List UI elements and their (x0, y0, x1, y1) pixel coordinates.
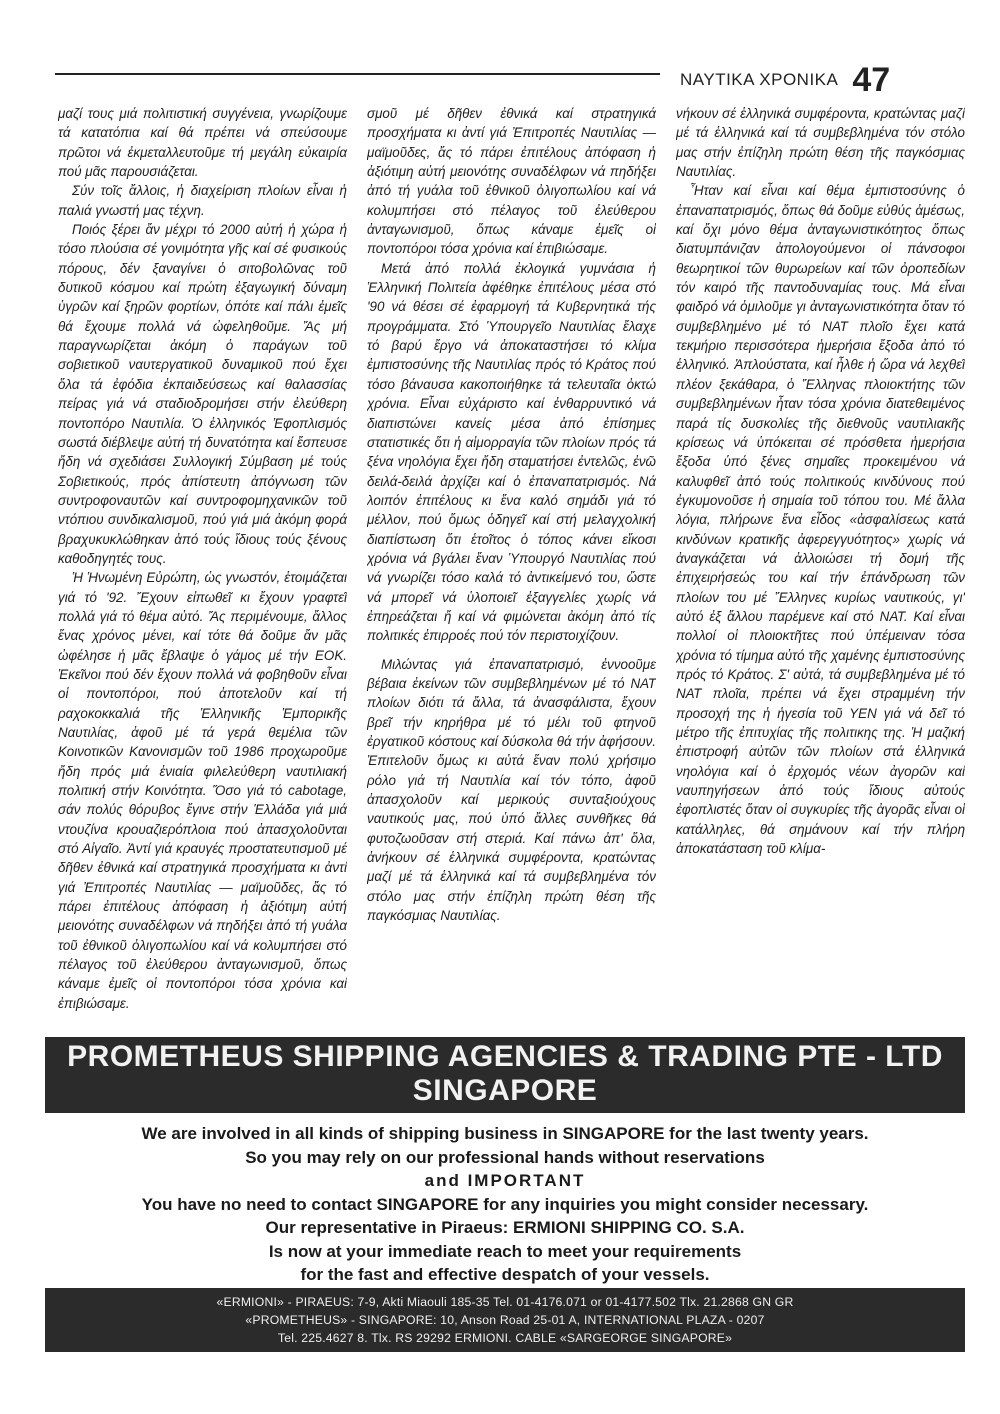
page-number: 47 (852, 61, 891, 99)
paragraph: Ποιός ξέρει ἄν μέχρι τό 2000 αὐτή ἡ χώρα ἡ τόσο πλούσια σέ γονιμότητα γῆς καί σέ φυσικούς πόρους, δέν ξαναγίνει ὁ σιτοβολῶνας τοῦ δυτικοῦ κόσμου καί πρώτη ἐξαγωγική δύναμη ὑγρῶν καί ξηρῶν φορτίων, ὁπότε καί πάλι ἐμεῖς θά ἔχουμε πολλά νά ὠφεληθοῦμε. Ἄς μή παραγνωρίζεται ἀκόμη ὁ παράγων τοῦ σοβιετικοῦ ναυτεργατικοῦ δυναμικοῦ πού ἔχει ὅλα τά ἐφόδια ἐκπαιδεύσεως καί θαλασσίας πείρας γιά νά σταδιοδρομήσει στήν ἐλεύθερη ποντοπόρο Ναυτιλία. Ὁ ἑλληνικός Ἐφοπλισμός σωστά διέβλεψε αὐτή τή δυνατότητα καί ἔσπευσε ἤδη νά σχεδιάσει Συλλογική Σύμβαση μέ τούς Σοβιετικούς, πρός ἀπίστευτη ἀπόγνωση τῶν συντροφοναυτῶν καί συντροφομηχανικῶν τοῦ ντόπιου συνδικαλισμοῦ, πού γιά μιά ἀκόμη φορά βραχυκυκλώθηκαν ἀπό τούς ἴδιους τούς ξένους καθοδηγητές τους. (58, 222, 347, 566)
advert-copy (40, 1122, 970, 1287)
contact-line: «PROMETHEUS» - SINGAPORE: 10, Anson Road 25-01 A, INTERNATIONAL PLAZA - 0207 (245, 1313, 765, 1327)
article-body (58, 104, 965, 1031)
paragraph: Ἡ Ἡνωμένη Εὐρώπη, ὡς γνωστόν, ἑτοιμάζεται γιά τό '92. Ἔχουν εἰπωθεῖ κι ἔχουν γραφτεῖ πολλά γιά τό θέμα αὐτό. Ἄς περιμένουμε, ἄλλος ἕνας χρόνος μένει, καί τότε θά δοῦμε ἄν μᾶς ὠφέλησε ἡ μᾶς ἔβλαψε ὁ γάμος μέ τήν ΕΟΚ. Ἐκεῖνοι πού δέν ἔχουν πολλά νά φοβηθοῦν εἶναι οἱ ποντοπόροι, πού ἀποτελοῦν καί τή ραχοκοκκαλιά τῆς Ἑλληνικῆς Ἐμπορικῆς Ναυτιλίας, ἀφοῦ μέ τά γερά θεμέλια τῶν Κοινοτικῶν Κανονισμῶν τοῦ 1986 προχωροῦμε ἤδη πρός μιά ἑνιαία φιλελεύθερη ναυτιλιακή πολιτική στήν Κοινότητα. Ὅσο γιά τό cabotage, σάν πολύς θόρυβος ἔγινε στήν Ἑλλάδα γιά μιά ντουζίνα κρουαζιερόπλοια πού ἀπασχολοῦνται στό Αἰγαῖο. Ἀντί γιά κραυγές προστατευτισμοῦ μέ δῆθεν ἐθνικά καί στρατηγικά προσχήματα κι ἀντί γιά Ἐπιτροπές Ναυτιλίας — μαϊμοῦδες, ἄς τό πάρει ἐπιτέλους ἀπόφαση ἡ ἀξιότιμη αὐτή μειονότης συναδέλφων νά πηδήξει ἀπό τή γυάλα τοῦ ἐθνικοῦ ὀλιγοπωλίου καί νά κολυμπήσει στό πέλαγος τοῦ ἐλεύθερου ἀνταγωνισμοῦ, ὅπως κάναμε ἐμεῖς οἱ ποντοπόροι τόσα χρόνια καί ἐπιβιώσαμε. (58, 570, 347, 1011)
contact-line: Tel. 225.4627 8. Tlx. RS 29292 ERMIONI. CABLE «SARGEORGE SINGAPORE» (277, 1331, 733, 1345)
paragraph: μαζί τους μιά πολιτιστική συγγένεια, γνωρίζουμε τά κατατόπια καί θά πρέπει νά σπεύσουμε πρῶτοι νά ἐκμεταλλευτοῦμε τή μεγάλη εὐκαιρία πού μᾶς παρουσιάζεται. (58, 106, 347, 180)
advert-line: for the fast and effective despatch of your vessels. (300, 1265, 710, 1284)
advert-line: Is now at your immediate reach to meet your requirements (268, 1241, 742, 1261)
advert-company-name: PROMETHEUS SHIPPING AGENCIES & TRADING PTE - LTD (67, 1040, 943, 1073)
header-rule (55, 73, 660, 75)
paragraph: Σύν τοῖς ἄλλοις, ἡ διαχείριση πλοίων εἶναι ἡ παλιά γνωστή μας τέχνη. (58, 183, 347, 218)
article-column-1 (58, 104, 347, 1031)
advert-line: and IMPORTANT (424, 1171, 586, 1190)
advert-line: So you may rely on our professional hands without reservations (245, 1147, 765, 1167)
page-header (680, 62, 920, 98)
publication-name: ΝΑΥΤΙΚΑ ΧΡΟΝΙΚΑ (680, 70, 839, 89)
article-column-2 (367, 104, 656, 1031)
paragraph: Μετά ἀπό πολλά ἐκλογικά γυμνάσια ἡ Ἑλληνική Πολιτεία ἀφέθηκε ἐπιτέλους μέσα στό '90 νά θέσει σέ ἐφαρμογή τά Κυβερνητικά τής προγράμματα. Στό Ὑπουργεῖο Ναυτιλίας ἔλαχε τό βαρύ ἔργο νά ἀποκαταστήσει τό κλίμα ἐμπιστοσύνης τῆς Ναυτιλίας πρός τό Κράτος πού τόσο βάναυσα κακοποιήθηκε τά τελευταῖα ὀκτώ χρόνια. Εἶναι εὐχάριστο καί ἐνθαρρυντικό νά διαπιστώνει κανείς μέσα ἀπό ἐπίσημες στατιστικές ὅτι ἡ αἱμορραγία τῶν πλοίων πρός τά ξένα νηολόγια ἔχει ἤδη σταματήσει ἐντελῶς, ἐνῶ δειλά-δειλά ἀρχίζει καί ὁ ἐπαναπατρισμός. Νά λοιπόν ἐπιτέλους κι ἕνα καλό σημάδι γιά τό μέλλον, πού ὅμως ὁδηγεῖ καί στή μελαγχολική διαπίστωση ὅτι ἑτοῖτος ὁ τόπος κάνει εἴκοσι χρόνια νά βγάλει ἕναν Ὑπουργό Ναυτιλίας πού νά γνωρίζει τόσο καλά τό ἀντικείμενό του, ὥστε νά μπορεῖ νά ὑλοποιεῖ ἐξαγγελίες χωρίς νά ἐπηρεάζεται ἤ καί νά φιμώνεται ἀκόμη ἀπό τίς πολιτικές ἐπιρροές πού τόν περιστοιχίζουν. (367, 260, 656, 644)
advert-contact-footer (45, 1288, 965, 1352)
advert-line: We are involved in all kinds of shipping business in SINGAPORE for the last twenty years. (141, 1124, 869, 1143)
paragraph: νήκουν σέ ἑλληνικά συμφέροντα, κρατώντας μαζί μέ τά ἑλληνικά καί τά συμβεβλημένα τόν στόλο μας στήν ἐπίζηλη πρώτη θέση τῆς παγκόσμιας Ναυτιλίας. (676, 106, 965, 180)
paragraph: Ἦταν καί εἶναι καί θέμα ἐμπιστοσύνης ὁ ἐπαναπατρισμός, ὅπως θά δοῦμε εὐθύς ἀμέσως, καί ὄχι μόνο θέμα ἀνταγωνιστικότητος ὅπως διατυμπάνιζαν ἀπολογούμενοι οἱ πάνσοφοι θεωρητικοί τῶν θυρωρείων καί τῶν ὀροπεδίων τόν καιρό τῆς παντοδυναμίας τους. Μά εἶναι φαιδρό νά ὁμιλοῦμε γι ἀνταγωνιστικότητα ὅταν τό συμβεβλημένο μέ τό ΝΑΤ πλοῖο ἔχει κατά τεκμήριο περισσότερα ἡμερήσια ἔξοδα ἀπό τό ἑλληνικό. Ἁπλούστατα, καί ἦλθε ἡ ὥρα νά λεχθεῖ πλέον ξεκάθαρα, ὁ Ἕλληνας πλοιοκτήτης τῶν συμβεβλημένων ἦταν τόσα χρόνια διατεθειμένος παρά τίς δυσκολίες τῆς διεθνοῦς ναυτιλιακῆς κρίσεως νά ὑπόκειται σέ πρόσθετα ἡμερήσια ἔξοδα ὑπό ξένες σημαῖες προκειμένου νά καλυφθεῖ ἀπό τούς πολιτικούς κινδύνους πού ἐγκυμονοῦσε ἡ σημαία τοῦ τόπου του. Μέ ἄλλα λόγια, πλήρωνε ἕνα εἶδος «ἀσφαλίσεως κατά κινδύνων κρατικῆς ἀφερεγγυότητος» χωρίς νά ἀναγκάζεται νά ἀλλοιώσει τή δομή τῆς ἐπιχειρήσεώς του καί τήν ἐπάνδρωση τῶν πλοίων του μέ Ἕλληνες κυρίως ναυτικούς, γι' αὐτό ἐξ ἄλλου παρέμενε καί στό ΝΑΤ. Καί εἶναι πολλοί οἱ πλοιοκτῆτες πού ὑπέμειναν τόσα χρόνια τό τίμημα αὐτό τῆς χαμένης ἐμπιστοσύνης πρός τό Κράτος. Σ' αὐτά, τά συμβεβλημένα μέ τό ΝΑΤ πλοῖα, πρέπει νά ἔχει στραμμένη τήν προσοχή της ἡ ἡγεσία τοῦ ΥΕΝ γιά νά δεῖ τό μέτρο τῆς ἐπιτυχίας τῆς πολιτικης της. Ἡ μαζική ἐπιστροφή αὐτῶν τῶν πλοίων στά ἑλληνικά νηολόγια καί ὁ ἐρχομός νέων ἀγορῶν καί ναυπηγήσεων ἀπό τούς ἴδιους αὐτούς ἐφοπλιστές ὅταν οἱ συγκυρίες τῆς ἀγορᾶς εἶναι οἱ κατάλληλες, θά σημάνουν καί τήν πλήρη ἀποκατάσταση τοῦ κλίμα- (676, 183, 965, 857)
paragraph: σμοῦ μέ δῆθεν ἐθνικά καί στρατηγικά προσχήματα κι ἀντί γιά Ἐπιτροπές Ναυτιλίας — μαϊμοῦδες, ἄς τό πάρει ἐπιτέλους ἀπόφαση ἡ ἀξιότιμη αὐτή μειονότης συναδέλφων νά πηδήξει ἀπό τή γυάλα τοῦ ἐθνικοῦ ὀλιγοπωλίου καί νά κολυμπήσει στό πέλαγος τοῦ ἐλεύθερου ἀνταγωνισμοῦ, ὅπως κάναμε ἐμεῖς οἱ ποντοπόροι τόσα χρόνια καί ἐπιβιώσαμε. (367, 106, 656, 257)
article-column-3 (676, 104, 965, 1031)
advert-line: Our representative in Piraeus: ERMIONI SHIPPING CO. S.A. (265, 1218, 745, 1237)
paragraph: Μιλώντας γιά ἐπαναπατρισμό, ἐννοοῦμε βέβαια ἐκείνων τῶν συμβεβλημένων μέ τό ΝΑΤ πλοίων διότι τά ἄλλα, τά ἀνασφάλιστα, ἔχουν βρεῖ τήν κηρήθρα μέ τό μέλι τοῦ φτηνοῦ ἐργατικοῦ κόστους καί δύσκολα θά τήν ἀφήσουν. Ἐπιτελοῦν ὅμως κι αὐτά ἕναν πολύ χρήσιμο ρόλο γιά τή Ναυτιλία καί τόν τόπο, ἀφοῦ ἀπασχολοῦν καί μερικούς συνταξιούχους ναυτικούς μας, πού ὑπό ἄλλες συνθῆκες θά φυτοζωοῦσαν στή στεριά. Καί πάνω ἀπ' ὅλα, ἀνήκουν σέ ἑλληνικά συμφέροντα, κρατώντας μαζί μέ τά ἑλληνικά καί τά συμβεβλημένα τόν στόλο μας στήν ἐπίζηλη πρώτη θέση τῆς παγκόσμιας Ναυτιλίας. (367, 656, 656, 924)
advert-banner (45, 1037, 965, 1113)
advert-line: You have no need to contact SINGAPORE for any inquiries you might consider necessary. (141, 1194, 869, 1214)
advert-company-location: SINGAPORE (412, 1074, 598, 1107)
contact-line: «ERMIONI» - PIRAEUS: 7-9, Akti Miaouli 185-35 Tel. 01-4176.071 or 01-4177.502 Tlx. 21.2868 GN GR (216, 1295, 794, 1309)
